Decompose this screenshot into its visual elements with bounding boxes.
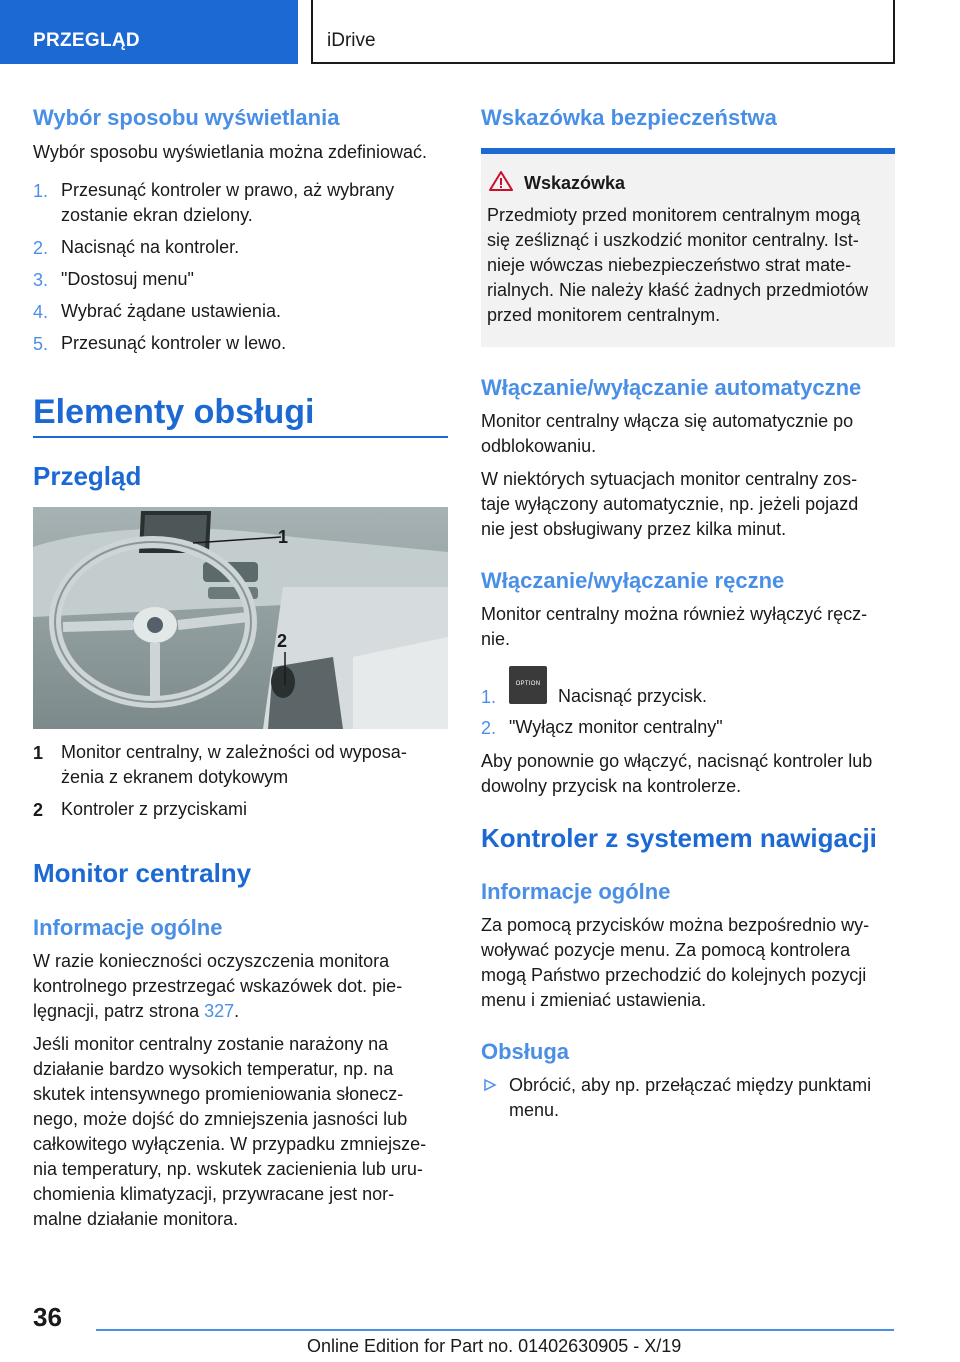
operation-heading: Obsługa [481, 1039, 570, 1064]
callout-number: 1 [33, 743, 44, 763]
callout-text: Kontroler z przyciskami [61, 799, 248, 819]
heading-rule [33, 436, 448, 438]
paragraph-line: nie jest obsługiwany przez kilka minut. [481, 519, 787, 539]
photo-label-1: 1 [278, 527, 289, 547]
step-text: Wybrać żądane ustawienia. [61, 301, 281, 321]
section-tab[interactable] [0, 0, 298, 64]
step-number: 4. [33, 302, 49, 322]
step-text: zostanie ekran dzielony. [61, 205, 253, 225]
navigation-controller-heading: Kontroler z systemem nawigacji [481, 823, 877, 853]
warning-line: przed monitorem centralnym. [487, 305, 721, 325]
safety-heading: Wskazówka bezpieczeństwa [481, 105, 777, 130]
step-text: Nacisnąć na kontroler. [61, 237, 240, 257]
warning-heading: Wskazówka [524, 173, 626, 193]
step-number: 1. [33, 181, 49, 201]
paragraph-line: odblokowaniu. [481, 436, 597, 456]
paragraph-line: Jeśli monitor centralny zostanie narażony na [33, 1034, 389, 1054]
paragraph-line: nie. [481, 629, 511, 649]
warning-line: nieje wówczas niebezpieczeństwo strat mate- [487, 255, 852, 275]
callout-number: 2 [33, 800, 44, 820]
section-label: PRZEGLĄD [33, 30, 140, 51]
option-button-label: OPTION [515, 681, 541, 687]
overview-heading: Przegląd [33, 461, 142, 491]
step-text: Nacisnąć przycisk. [558, 686, 708, 706]
paragraph-line: kontrolnego przestrzegać wskazówek dot. pie- [33, 976, 403, 996]
page-number: 36 [33, 1302, 62, 1332]
warning-line: Przedmioty przed monitorem centralnym mogą [487, 205, 861, 225]
page-link[interactable]: 327 [204, 1001, 235, 1021]
edition-text: Online Edition for Part no. 01402630905 - X/19 [307, 1336, 682, 1356]
auto-onoff-heading: Włączanie/wyłączanie automatyczne [481, 375, 862, 400]
footer-rule [96, 1329, 894, 1331]
general-info-heading: Informacje ogólne [481, 879, 671, 904]
photo-label-2: 2 [277, 631, 288, 651]
step-text: "Wyłącz monitor centralny" [509, 717, 723, 737]
paragraph-line: mogą Państwo przechodzić do kolejnych pozycji [481, 965, 867, 985]
warning-line: rialnych. Nie należy kłaść żadnych przedmiotów [487, 280, 869, 300]
step-text: Przesunąć kontroler w lewo. [61, 333, 287, 353]
paragraph-line: lęgnacji, patrz strona 327. [33, 1001, 240, 1021]
paragraph-line: Aby ponownie go włączyć, nacisnąć kontroler lub [481, 751, 873, 771]
chapter-box [311, 0, 895, 64]
step-number: 3. [33, 270, 49, 290]
triangle-bullet-icon [483, 1078, 497, 1092]
paragraph-line: chomienia klimatyzacji, przywracane jest nor- [33, 1184, 395, 1204]
paragraph-line: W razie konieczności oczyszczenia monitora [33, 951, 390, 971]
callout-text: żenia z ekranem dotykowym [61, 767, 289, 787]
paragraph-line: całkowitego wyłączenia. W przypadku zmniejsze- [33, 1134, 427, 1154]
step-number: 5. [33, 334, 49, 354]
step-text: "Dostosuj menu" [61, 269, 194, 289]
controls-heading: Elementy obsługi [33, 393, 315, 431]
paragraph-line: nego, może dojść do zmniejszenia jasności lub [33, 1109, 408, 1129]
paragraph-line: taje wyłączony automatycznie, np. jeżeli pojazd [481, 494, 859, 514]
warning-line: się ześliznąć i uszkodzić monitor centralny. Ist- [487, 230, 859, 250]
paragraph-line: Monitor centralny włącza się automatycznie po [481, 411, 854, 431]
monitor-heading: Monitor centralny [33, 858, 252, 888]
step-number: 2. [481, 718, 497, 738]
paragraph-line: malne działanie monitora. [33, 1209, 239, 1229]
paragraph-line: działanie bardzo wysokich temperatur, np. na [33, 1059, 394, 1079]
bullet-text: menu. [509, 1100, 560, 1120]
paragraph-line: Monitor centralny można również wyłączyć ręcz- [481, 604, 868, 624]
paragraph-line: W niektórych sytuacjach monitor centralny zos- [481, 469, 858, 489]
general-info-heading: Informacje ogólne [33, 915, 223, 940]
step-text: Przesunąć kontroler w prawo, aż wybrany [61, 180, 395, 200]
display-mode-intro: Wybór sposobu wyświetlania można zdefiniować. [33, 142, 428, 162]
step-number: 2. [33, 238, 49, 258]
paragraph-line: Za pomocą przycisków można bezpośrednio wy- [481, 915, 870, 935]
step-number: 1. [481, 687, 497, 707]
paragraph-line: woływać pozycje menu. Za pomocą kontrolera [481, 940, 851, 960]
display-mode-heading: Wybór sposobu wyświetlania [33, 105, 340, 130]
bullet-text: Obrócić, aby np. przełączać między punktami [509, 1075, 872, 1095]
option-button-icon [509, 666, 547, 704]
paragraph-line: menu i zmieniać ustawienia. [481, 990, 707, 1010]
warning-icon [488, 170, 514, 192]
callout-text: Monitor centralny, w zależności od wyposa- [61, 742, 407, 762]
paragraph-line: nia temperatury, np. wskutek zacienienia lub uru- [33, 1159, 423, 1179]
paragraph-line: dowolny przycisk na kontrolerze. [481, 776, 742, 796]
manual-onoff-heading: Włączanie/wyłączanie ręczne [481, 568, 785, 593]
cockpit-photo [33, 507, 448, 729]
paragraph-line: skutek intensywnego promieniowania słonecz- [33, 1084, 404, 1104]
chapter-label: iDrive [327, 30, 376, 51]
